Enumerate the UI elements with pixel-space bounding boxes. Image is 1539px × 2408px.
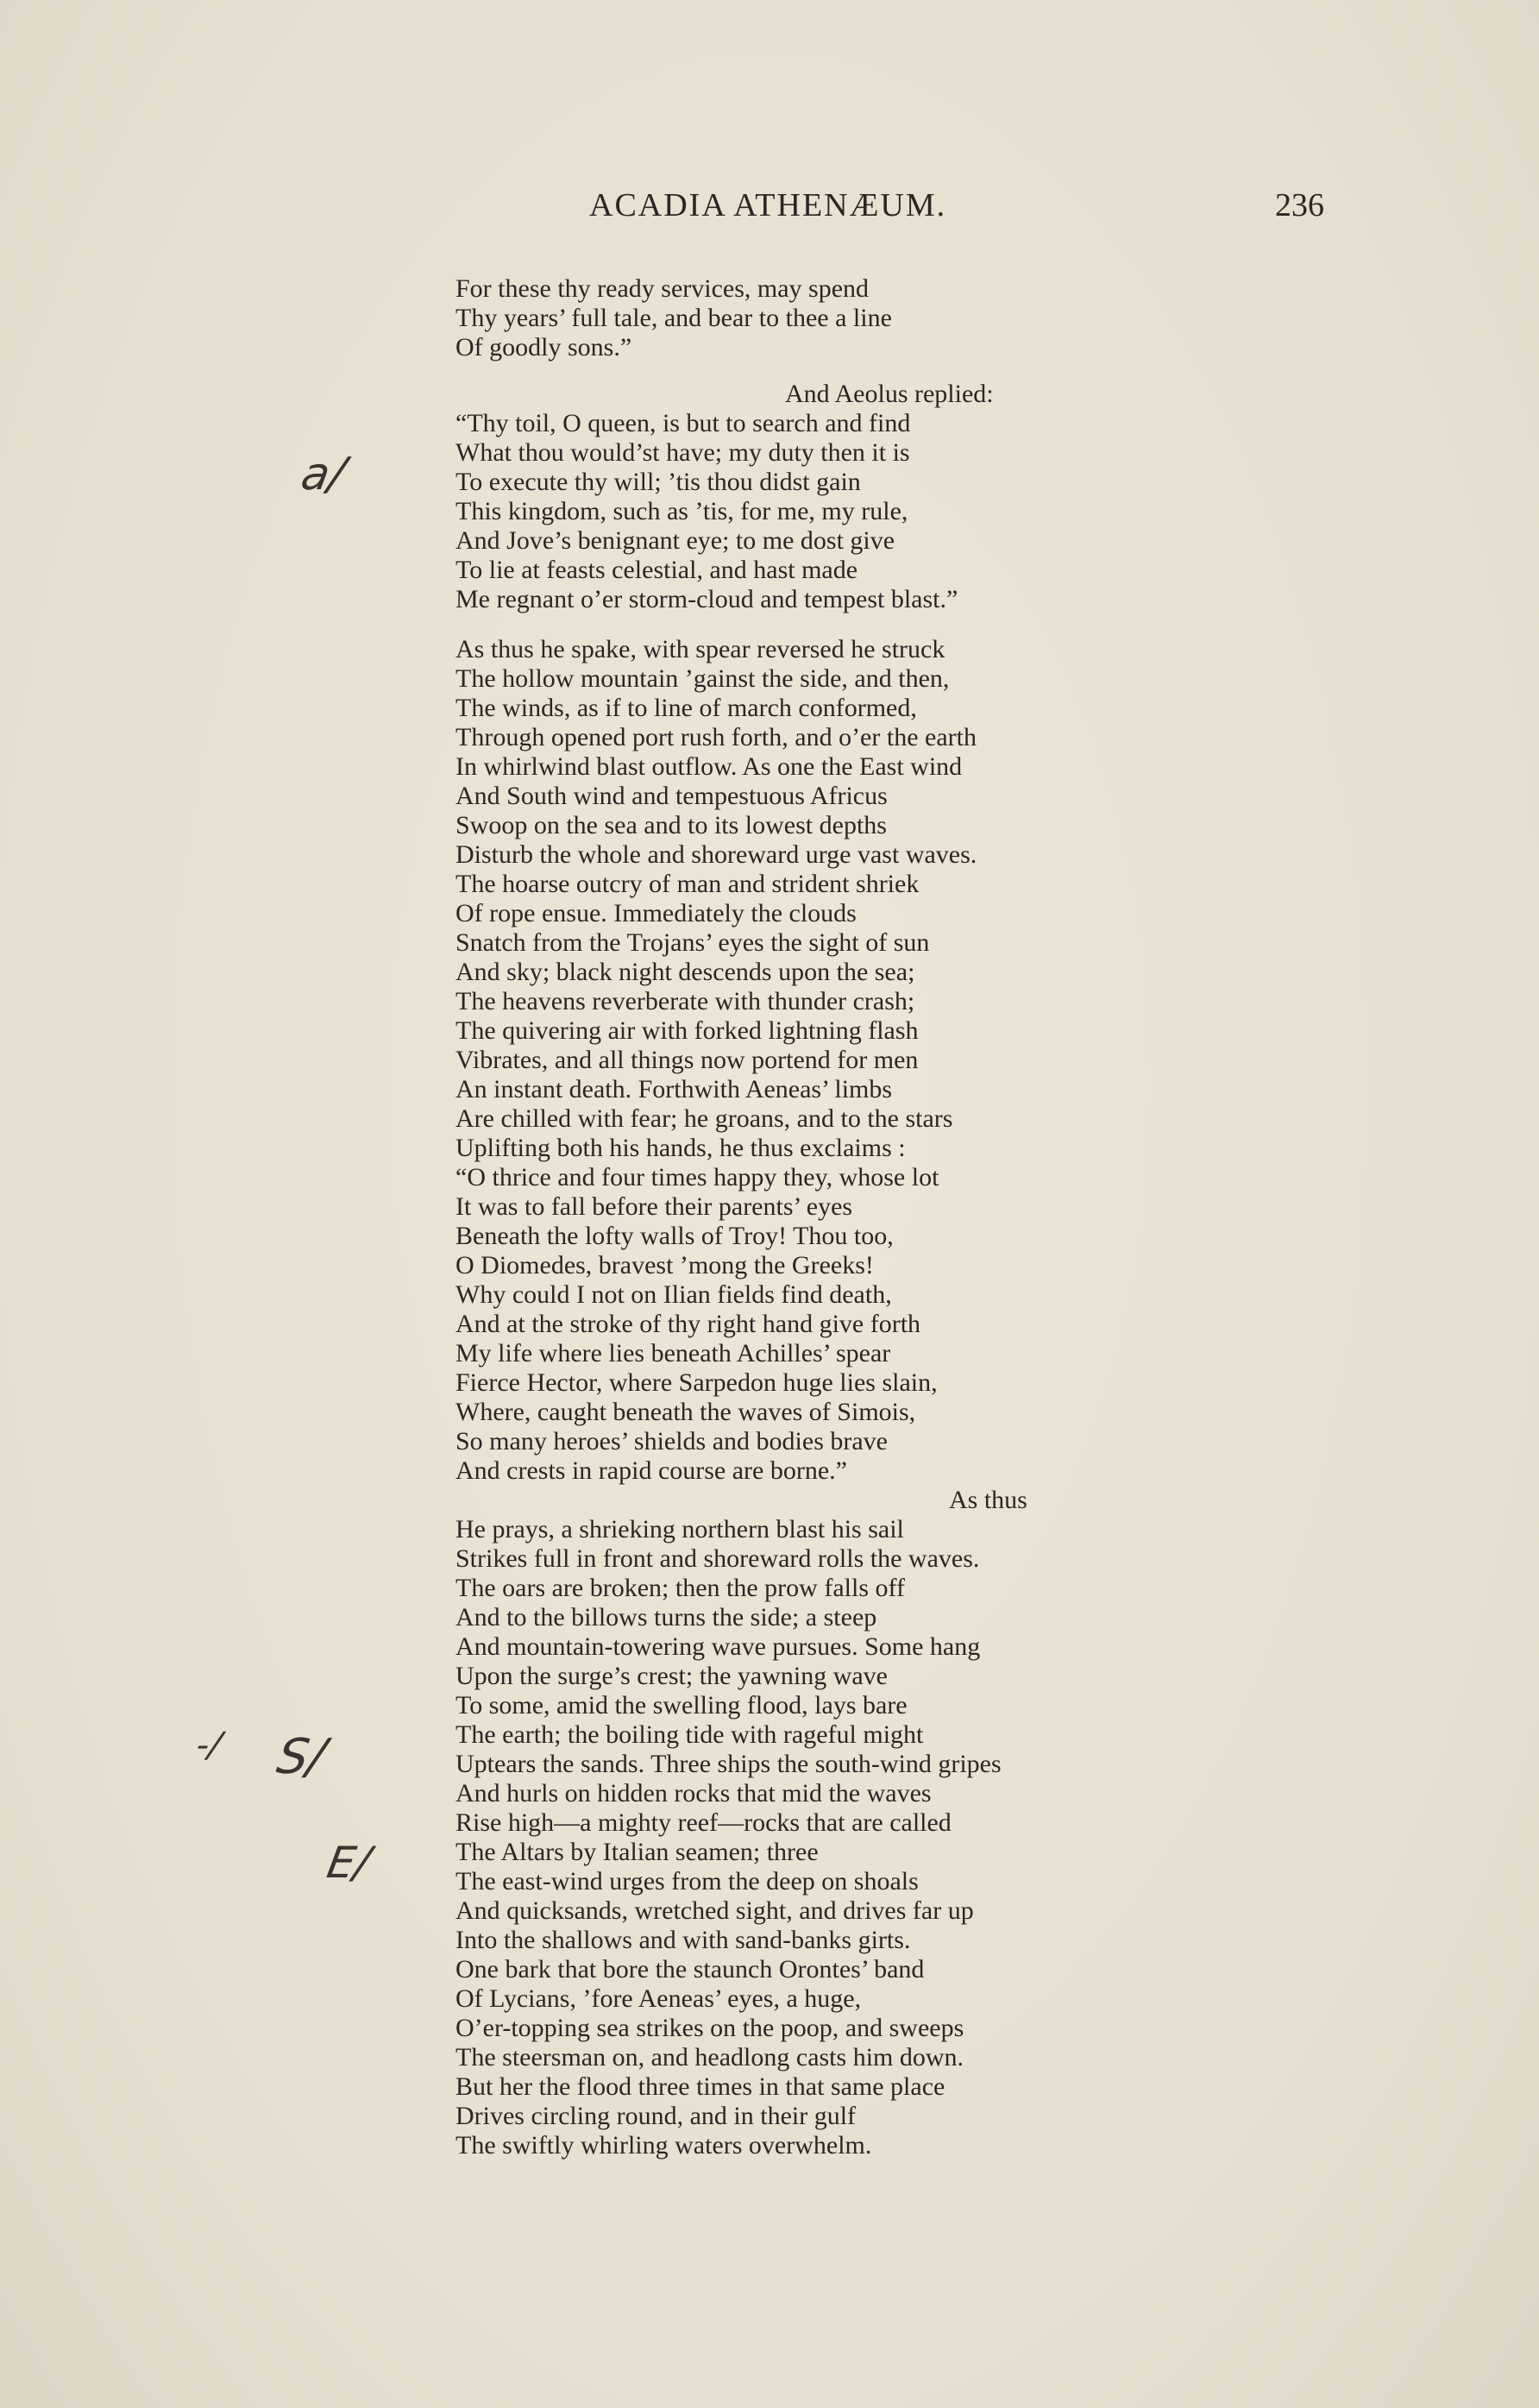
poem-line: The earth; the boiling tide with rageful might (455, 1720, 924, 1749)
poem-line: The swiftly whirling waters overwhelm. (455, 2131, 872, 2160)
poem-line: Rise high—a mighty reef—rocks that are called (455, 1808, 952, 1837)
poem-line: Why could I not on Ilian fields find death, (455, 1280, 892, 1309)
poem-line: Through opened port rush forth, and o’er the earth (455, 723, 977, 751)
poem-line: Strikes full in front and shoreward rolls the waves. (455, 1544, 980, 1573)
margin-note: -/ (192, 1726, 224, 1765)
poem-line: To some, amid the swelling flood, lays bare (455, 1691, 908, 1720)
poem-line: O Diomedes, bravest ’mong the Greeks! (455, 1251, 874, 1279)
margin-note: a/ (297, 449, 349, 500)
poem-line: My life where lies beneath Achilles’ spear (455, 1339, 891, 1367)
poem-line: Snatch from the Trojans’ eyes the sight of sun (455, 928, 930, 957)
poem-line: And crests in rapid course are borne.” (455, 1456, 847, 1485)
page-number: 236 (1275, 187, 1324, 223)
poem-line: Thy years’ full tale, and bear to thee a line (455, 304, 892, 332)
poem-line: Uptears the sands. Three ships the south-wind gripes (455, 1750, 1002, 1778)
poem-line: Drives circling round, and in their gulf (455, 2102, 857, 2130)
poem-line: It was to fall before their parents’ eyes (455, 1192, 853, 1221)
poem-line: The heavens reverberate with thunder crash; (455, 987, 915, 1015)
poem-line: An instant death. Forthwith Aeneas’ limbs (455, 1075, 893, 1103)
poem-line: Vibrates, and all things now portend for men (455, 1046, 919, 1074)
poem-text (455, 274, 1232, 2160)
poem-line: In whirlwind blast outflow. As one the East wind (455, 752, 963, 781)
poem-line: And quicksands, wretched sight, and drives far up (455, 1896, 974, 1925)
poem-line: Are chilled with fear; he groans, and to the stars (455, 1104, 953, 1133)
poem-line: And mountain-towering wave pursues. Some hang (455, 1632, 981, 1661)
poem-line: Me regnant o’er storm-cloud and tempest blast.” (455, 585, 958, 613)
poem-line: Of rope ensue. Immediately the clouds (455, 899, 857, 927)
poem-line: For these thy ready services, may spend (455, 274, 870, 303)
poem-line: Swoop on the sea and to its lowest depths (455, 811, 887, 839)
poem-line: The winds, as if to line of march conformed, (455, 694, 917, 722)
poem-line: As thus (949, 1486, 1027, 1514)
poem-line: Disturb the whole and shoreward urge vast waves. (455, 840, 977, 869)
poem-line: He prays, a shrieking northern blast his sail (455, 1515, 904, 1544)
poem-line: Beneath the lofty walls of Troy! Thou too, (455, 1222, 894, 1250)
poem-line: The oars are broken; then the prow falls off (455, 1574, 905, 1602)
poem-line: Uplifting both his hands, he thus exclaims : (455, 1134, 906, 1162)
stanza-gap (455, 614, 1232, 635)
poem-line: Of goodly sons.” (455, 333, 632, 362)
poem-line: What thou would’st have; my duty then it is (455, 438, 910, 467)
poem-line: One bark that bore the staunch Orontes’ band (455, 1955, 925, 1984)
poem-line: And at the stroke of thy right hand give forth (455, 1310, 921, 1338)
poem-line: Upon the surge’s crest; the yawning wave (455, 1662, 888, 1690)
poem-line: And hurls on hidden rocks that mid the waves (455, 1779, 932, 1808)
running-title: ACADIA ATHENÆUM. (589, 187, 947, 223)
poem-line: “O thrice and four times happy they, whose lot (455, 1163, 939, 1191)
poem-line: The steersman on, and headlong casts him down. (455, 2043, 964, 2072)
poem-line: And Aeolus replied: (785, 380, 994, 408)
poem-line: The hoarse outcry of man and strident shriek (455, 870, 920, 898)
poem-line: To lie at feasts celestial, and hast made (455, 556, 858, 584)
poem-line: To execute thy will; ’tis thou didst gain (455, 468, 861, 496)
poem-line: And South wind and tempestuous Africus (455, 782, 888, 810)
poem-line: The east-wind urges from the deep on shoals (455, 1867, 919, 1896)
poem-line: The Altars by Italian seamen; three (455, 1838, 819, 1866)
poem-line: And sky; black night descends upon the sea; (455, 958, 915, 986)
poem-line: And to the billows turns the side; a steep (455, 1603, 877, 1632)
poem-line: As thus he spake, with spear reversed he struck (455, 635, 945, 663)
margin-note: S/ (273, 1729, 330, 1785)
poem-line: The hollow mountain ’gainst the side, and then, (455, 664, 950, 693)
poem-line: Where, caught beneath the waves of Simois, (455, 1398, 916, 1426)
stanza-gap (455, 362, 1232, 380)
poem-line: Into the shallows and with sand-banks girts. (455, 1926, 911, 1954)
poem-line: This kingdom, such as ’tis, for me, my rule, (455, 497, 908, 525)
poem-line: Of Lycians, ’fore Aeneas’ eyes, a huge, (455, 1984, 862, 2013)
poem-line: And Jove’s benignant eye; to me dost give (455, 526, 895, 555)
poem-line: “Thy toil, O queen, is but to search and find (455, 409, 911, 437)
poem-line: O’er-topping sea strikes on the poop, and sweeps (455, 2014, 964, 2042)
page-header (0, 183, 1539, 235)
poem-line: The quivering air with forked lightning flash (455, 1016, 919, 1045)
poem-line: But her the flood three times in that same place (455, 2072, 945, 2101)
margin-note: E/ (323, 1838, 374, 1888)
poem-line: So many heroes’ shields and bodies brave (455, 1427, 888, 1455)
poem-line: Fierce Hector, where Sarpedon huge lies slain, (455, 1368, 938, 1397)
